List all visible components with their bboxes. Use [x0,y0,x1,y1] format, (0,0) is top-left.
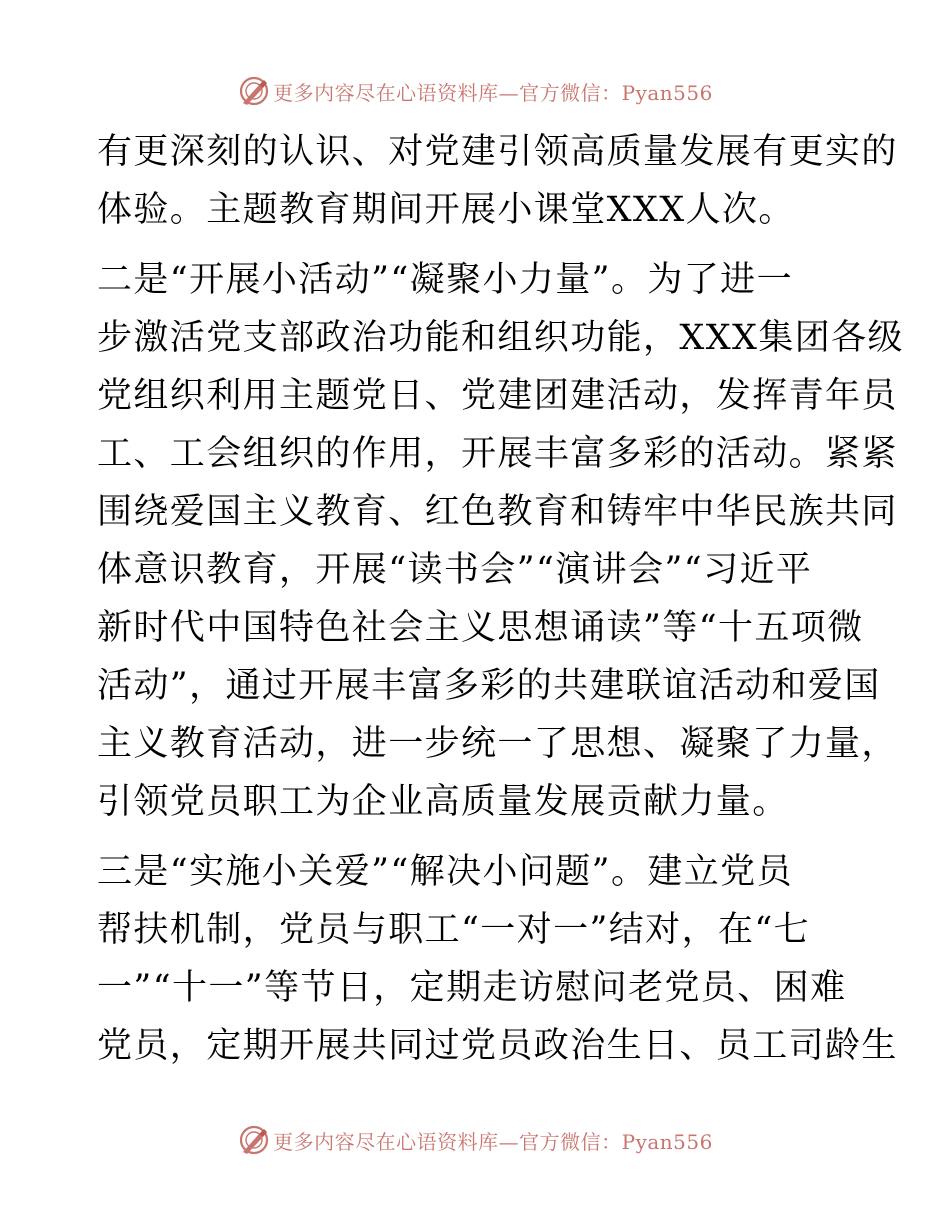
text-line: 体意识教育，开展“读书会”“演讲会”“习近平 [97,550,813,590]
document-body [97,123,904,1075]
text-line: 主义教育活动，进一步统一了思想、凝聚了力量， [97,724,898,764]
text-line: 一”“十一”等节日，定期走访慰问老党员、困难 [97,968,847,1008]
text-line: 三是“实施小关爱”“解决小问题”。建立党员 [97,852,793,892]
text-line: 有更深刻的认识、对党建引领高质量发展有更实的 [97,132,898,172]
seal-pen-logo-icon [237,74,271,108]
text-line: 步激活党支部政治功能和组织功能，XXX集团各级 [97,318,904,358]
text-line: 工、工会组织的作用，开展丰富多彩的活动。紧紧 [97,434,898,474]
seal-pen-logo-icon [237,1123,271,1157]
text-line: 帮扶机制，党员与职工“一对一”结对，在“七 [97,910,811,950]
text-line: 体验。主题教育期间开展小课堂XXX人次。 [97,190,795,230]
paragraph-1 [97,123,898,239]
paragraph-3 [97,843,898,1075]
text-line: 活动”，通过开展丰富多彩的共建联谊活动和爱国 [97,666,881,706]
footer-watermark-text: 更多内容尽在心语资料库—官方微信：Pyan556 [273,1129,713,1154]
text-line: 党员，定期开展共同过党员政治生日、员工司龄生 [97,1026,898,1066]
header-watermark-text: 更多内容尽在心语资料库—官方微信：Pyan556 [273,80,713,105]
text-line: 围绕爱国主义教育、红色教育和铸牢中华民族共同 [97,492,898,532]
text-line: 二是“开展小活动”“凝聚小力量”。为了进一 [97,260,793,300]
text-line: 党组织利用主题党日、党建团建活动，发挥青年员 [97,376,898,416]
paragraph-2 [97,251,904,831]
page-header-watermark [0,71,950,111]
text-line: 引领党员职工为企业高质量发展贡献力量。 [97,782,789,822]
text-line: 新时代中国特色社会主义思想诵读”等“十五项微 [97,608,864,648]
page-footer-watermark [0,1120,950,1160]
